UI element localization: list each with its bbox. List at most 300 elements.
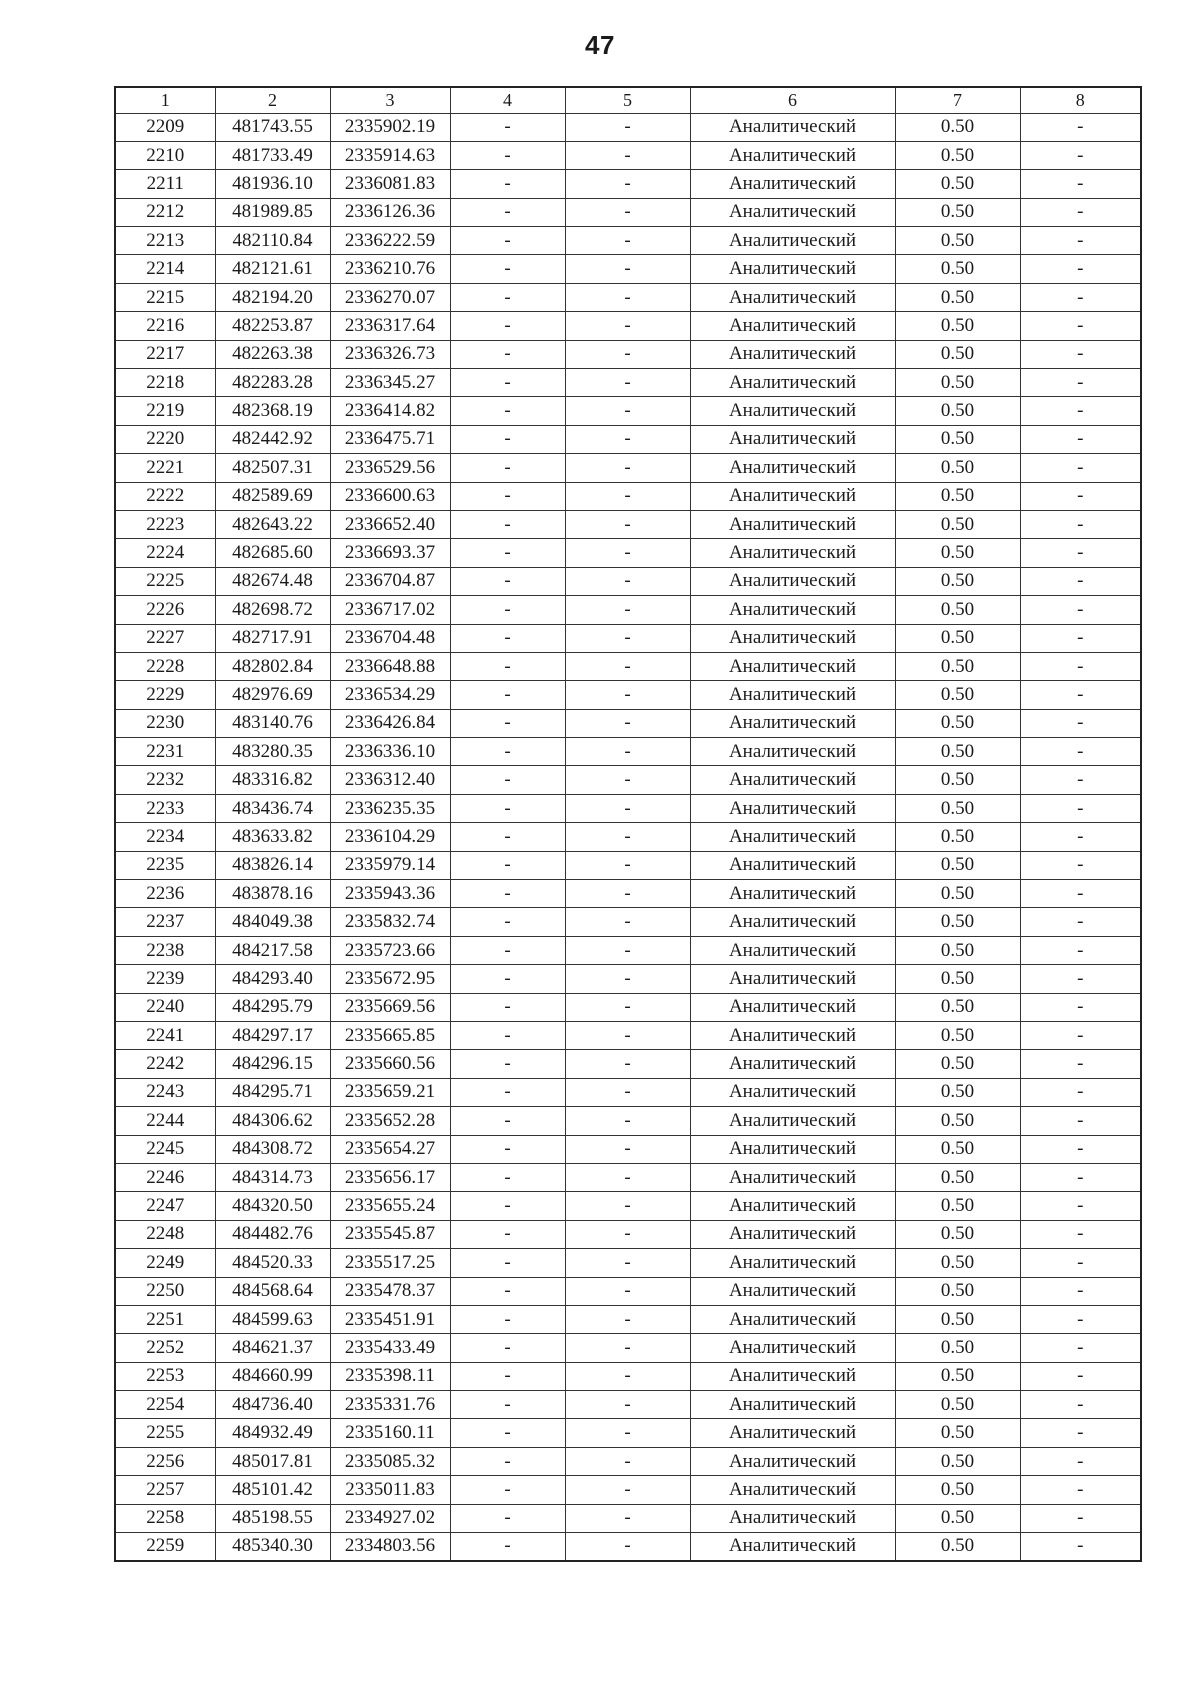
- col-8-value: -: [1020, 369, 1141, 397]
- col-4-value: -: [450, 1192, 565, 1220]
- col-8-value: -: [1020, 539, 1141, 567]
- col-8-value: -: [1020, 1192, 1141, 1220]
- coord-y: 2335517.25: [330, 1249, 450, 1277]
- table-row: [115, 965, 1141, 993]
- col-4-value: -: [450, 596, 565, 624]
- col-4-value: -: [450, 823, 565, 851]
- col-5-value: -: [565, 170, 690, 198]
- method: Аналитический: [690, 1107, 895, 1135]
- col-4-value: -: [450, 113, 565, 141]
- method: Аналитический: [690, 539, 895, 567]
- method: Аналитический: [690, 993, 895, 1021]
- coord-x: 482263.38: [215, 340, 330, 368]
- accuracy: 0.50: [895, 709, 1020, 737]
- point-number: 2229: [115, 681, 215, 709]
- col-8-value: -: [1020, 1220, 1141, 1248]
- coord-y: 2336210.76: [330, 255, 450, 283]
- method: Аналитический: [690, 141, 895, 169]
- col-5-value: -: [565, 766, 690, 794]
- point-number: 2227: [115, 624, 215, 652]
- col-4-value: -: [450, 340, 565, 368]
- table-row: [115, 227, 1141, 255]
- col-5-value: -: [565, 681, 690, 709]
- coord-x: 483878.16: [215, 880, 330, 908]
- coord-x: 482717.91: [215, 624, 330, 652]
- method: Аналитический: [690, 1476, 895, 1504]
- table-row: [115, 340, 1141, 368]
- method: Аналитический: [690, 652, 895, 680]
- coord-y: 2335398.11: [330, 1362, 450, 1390]
- table-row: [115, 1504, 1141, 1532]
- accuracy: 0.50: [895, 1135, 1020, 1163]
- col-4-value: -: [450, 766, 565, 794]
- coord-x: 484049.38: [215, 908, 330, 936]
- coord-y: 2336414.82: [330, 397, 450, 425]
- coord-y: 2336126.36: [330, 198, 450, 226]
- table-row: [115, 1533, 1141, 1561]
- col-5-value: -: [565, 340, 690, 368]
- accuracy: 0.50: [895, 1419, 1020, 1447]
- method: Аналитический: [690, 170, 895, 198]
- accuracy: 0.50: [895, 454, 1020, 482]
- method: Аналитический: [690, 936, 895, 964]
- col-8-value: -: [1020, 851, 1141, 879]
- col-8-value: -: [1020, 908, 1141, 936]
- col-5-value: -: [565, 1334, 690, 1362]
- point-number: 2222: [115, 482, 215, 510]
- point-number: 2241: [115, 1022, 215, 1050]
- col-5-value: -: [565, 227, 690, 255]
- col-5-value: -: [565, 1277, 690, 1305]
- coord-y: 2336648.88: [330, 652, 450, 680]
- coord-x: 485198.55: [215, 1504, 330, 1532]
- method: Аналитический: [690, 1192, 895, 1220]
- col-8-value: -: [1020, 993, 1141, 1021]
- col-8-value: -: [1020, 936, 1141, 964]
- table-row: [115, 283, 1141, 311]
- method: Аналитический: [690, 255, 895, 283]
- point-number: 2212: [115, 198, 215, 226]
- coord-x: 484306.62: [215, 1107, 330, 1135]
- point-number: 2224: [115, 539, 215, 567]
- col-8-value: -: [1020, 596, 1141, 624]
- col-8-value: -: [1020, 510, 1141, 538]
- point-number: 2238: [115, 936, 215, 964]
- method: Аналитический: [690, 1163, 895, 1191]
- table-row: [115, 1135, 1141, 1163]
- col-5-value: -: [565, 113, 690, 141]
- col-8-value: -: [1020, 1334, 1141, 1362]
- method: Аналитический: [690, 1533, 895, 1561]
- method: Аналитический: [690, 1362, 895, 1390]
- col-4-value: -: [450, 369, 565, 397]
- col-4-value: -: [450, 1305, 565, 1333]
- accuracy: 0.50: [895, 908, 1020, 936]
- method: Аналитический: [690, 1447, 895, 1475]
- coord-x: 481743.55: [215, 113, 330, 141]
- col-5-value: -: [565, 567, 690, 595]
- table-row: [115, 397, 1141, 425]
- col-8-value: -: [1020, 624, 1141, 652]
- table-row: [115, 113, 1141, 141]
- coord-y: 2336529.56: [330, 454, 450, 482]
- coord-y: 2336235.35: [330, 794, 450, 822]
- table-row: [115, 1305, 1141, 1333]
- col-8-value: -: [1020, 567, 1141, 595]
- col-4-value: -: [450, 283, 565, 311]
- accuracy: 0.50: [895, 1533, 1020, 1561]
- table-row: [115, 1391, 1141, 1419]
- header-row: [115, 87, 1141, 113]
- coord-x: 483280.35: [215, 738, 330, 766]
- coord-y: 2335652.28: [330, 1107, 450, 1135]
- point-number: 2236: [115, 880, 215, 908]
- coord-x: 482507.31: [215, 454, 330, 482]
- coord-y: 2336693.37: [330, 539, 450, 567]
- col-5-value: -: [565, 880, 690, 908]
- col-5-value: -: [565, 141, 690, 169]
- point-number: 2252: [115, 1334, 215, 1362]
- point-number: 2237: [115, 908, 215, 936]
- col-4-value: -: [450, 624, 565, 652]
- col-4-value: -: [450, 227, 565, 255]
- coord-y: 2336270.07: [330, 283, 450, 311]
- method: Аналитический: [690, 880, 895, 908]
- col-5-value: -: [565, 1305, 690, 1333]
- coord-x: 482253.87: [215, 312, 330, 340]
- table-row: [115, 1249, 1141, 1277]
- point-number: 2234: [115, 823, 215, 851]
- col-4-value: -: [450, 1391, 565, 1419]
- coord-x: 484314.73: [215, 1163, 330, 1191]
- method: Аналитический: [690, 823, 895, 851]
- coord-y: 2336336.10: [330, 738, 450, 766]
- col-5-value: -: [565, 312, 690, 340]
- point-number: 2254: [115, 1391, 215, 1419]
- table-row: [115, 1192, 1141, 1220]
- col-5-value: -: [565, 255, 690, 283]
- point-number: 2258: [115, 1504, 215, 1532]
- col-5-value: -: [565, 283, 690, 311]
- point-number: 2243: [115, 1078, 215, 1106]
- point-number: 2213: [115, 227, 215, 255]
- col-8-value: -: [1020, 397, 1141, 425]
- table-row: [115, 993, 1141, 1021]
- accuracy: 0.50: [895, 851, 1020, 879]
- method: Аналитический: [690, 681, 895, 709]
- point-number: 2235: [115, 851, 215, 879]
- col-8-value: -: [1020, 425, 1141, 453]
- col-8-value: -: [1020, 1078, 1141, 1106]
- col-4-value: -: [450, 1107, 565, 1135]
- column-header: 7: [895, 87, 1020, 113]
- table-row: [115, 198, 1141, 226]
- coord-y: 2335655.24: [330, 1192, 450, 1220]
- coord-y: 2336081.83: [330, 170, 450, 198]
- coord-x: 484568.64: [215, 1277, 330, 1305]
- method: Аналитический: [690, 312, 895, 340]
- accuracy: 0.50: [895, 1192, 1020, 1220]
- col-4-value: -: [450, 965, 565, 993]
- page-number: 47: [585, 30, 615, 60]
- point-number: 2245: [115, 1135, 215, 1163]
- accuracy: 0.50: [895, 738, 1020, 766]
- coord-y: 2336600.63: [330, 482, 450, 510]
- accuracy: 0.50: [895, 510, 1020, 538]
- table-row: [115, 1476, 1141, 1504]
- coord-x: 485017.81: [215, 1447, 330, 1475]
- method: Аналитический: [690, 794, 895, 822]
- table-row: [115, 880, 1141, 908]
- table-row: [115, 539, 1141, 567]
- method: Аналитический: [690, 283, 895, 311]
- col-5-value: -: [565, 624, 690, 652]
- coord-x: 484295.79: [215, 993, 330, 1021]
- col-8-value: -: [1020, 1305, 1141, 1333]
- table-row: [115, 738, 1141, 766]
- table-row: [115, 624, 1141, 652]
- point-number: 2217: [115, 340, 215, 368]
- coord-x: 484320.50: [215, 1192, 330, 1220]
- point-number: 2256: [115, 1447, 215, 1475]
- col-4-value: -: [450, 482, 565, 510]
- coord-y: 2335669.56: [330, 993, 450, 1021]
- coord-x: 484660.99: [215, 1362, 330, 1390]
- accuracy: 0.50: [895, 1476, 1020, 1504]
- accuracy: 0.50: [895, 397, 1020, 425]
- col-8-value: -: [1020, 965, 1141, 993]
- coord-y: 2335914.63: [330, 141, 450, 169]
- accuracy: 0.50: [895, 993, 1020, 1021]
- table-row: [115, 1022, 1141, 1050]
- col-5-value: -: [565, 454, 690, 482]
- method: Аналитический: [690, 1277, 895, 1305]
- method: Аналитический: [690, 908, 895, 936]
- table-row: [115, 908, 1141, 936]
- col-4-value: -: [450, 794, 565, 822]
- col-4-value: -: [450, 1476, 565, 1504]
- coord-x: 483316.82: [215, 766, 330, 794]
- coord-x: 482121.61: [215, 255, 330, 283]
- accuracy: 0.50: [895, 794, 1020, 822]
- col-4-value: -: [450, 255, 565, 283]
- point-number: 2211: [115, 170, 215, 198]
- point-number: 2220: [115, 425, 215, 453]
- col-8-value: -: [1020, 652, 1141, 680]
- table-row: [115, 255, 1141, 283]
- method: Аналитический: [690, 851, 895, 879]
- method: Аналитический: [690, 1504, 895, 1532]
- col-4-value: -: [450, 425, 565, 453]
- accuracy: 0.50: [895, 198, 1020, 226]
- method: Аналитический: [690, 624, 895, 652]
- col-8-value: -: [1020, 1504, 1141, 1532]
- table-body: [115, 113, 1141, 1561]
- coord-x: 484296.15: [215, 1050, 330, 1078]
- method: Аналитический: [690, 709, 895, 737]
- table-row: [115, 141, 1141, 169]
- method: Аналитический: [690, 482, 895, 510]
- accuracy: 0.50: [895, 1305, 1020, 1333]
- method: Аналитический: [690, 227, 895, 255]
- accuracy: 0.50: [895, 1163, 1020, 1191]
- method: Аналитический: [690, 1022, 895, 1050]
- col-4-value: -: [450, 1362, 565, 1390]
- coord-x: 484621.37: [215, 1334, 330, 1362]
- coord-x: 482194.20: [215, 283, 330, 311]
- col-4-value: -: [450, 198, 565, 226]
- col-8-value: -: [1020, 1050, 1141, 1078]
- method: Аналитический: [690, 1334, 895, 1362]
- col-8-value: -: [1020, 738, 1141, 766]
- point-number: 2246: [115, 1163, 215, 1191]
- coord-x: 481989.85: [215, 198, 330, 226]
- coord-y: 2336317.64: [330, 312, 450, 340]
- coord-x: 482685.60: [215, 539, 330, 567]
- accuracy: 0.50: [895, 539, 1020, 567]
- col-4-value: -: [450, 170, 565, 198]
- col-8-value: -: [1020, 1419, 1141, 1447]
- method: Аналитический: [690, 397, 895, 425]
- point-number: 2232: [115, 766, 215, 794]
- table-row: [115, 794, 1141, 822]
- col-8-value: -: [1020, 1391, 1141, 1419]
- accuracy: 0.50: [895, 1107, 1020, 1135]
- col-8-value: -: [1020, 1163, 1141, 1191]
- coord-y: 2336345.27: [330, 369, 450, 397]
- table-row: [115, 425, 1141, 453]
- point-number: 2248: [115, 1220, 215, 1248]
- table-row: [115, 510, 1141, 538]
- coord-y: 2336717.02: [330, 596, 450, 624]
- coord-x: 484293.40: [215, 965, 330, 993]
- coord-y: 2334927.02: [330, 1504, 450, 1532]
- col-5-value: -: [565, 425, 690, 453]
- col-5-value: -: [565, 709, 690, 737]
- col-5-value: -: [565, 1476, 690, 1504]
- accuracy: 0.50: [895, 596, 1020, 624]
- col-5-value: -: [565, 1249, 690, 1277]
- col-8-value: -: [1020, 283, 1141, 311]
- col-5-value: -: [565, 794, 690, 822]
- col-5-value: -: [565, 1135, 690, 1163]
- col-5-value: -: [565, 1419, 690, 1447]
- accuracy: 0.50: [895, 567, 1020, 595]
- col-8-value: -: [1020, 340, 1141, 368]
- point-number: 2210: [115, 141, 215, 169]
- accuracy: 0.50: [895, 681, 1020, 709]
- table-row: [115, 1277, 1141, 1305]
- coord-y: 2336475.71: [330, 425, 450, 453]
- coord-x: 483826.14: [215, 851, 330, 879]
- col-4-value: -: [450, 510, 565, 538]
- col-5-value: -: [565, 369, 690, 397]
- col-5-value: -: [565, 510, 690, 538]
- col-5-value: -: [565, 1391, 690, 1419]
- col-5-value: -: [565, 823, 690, 851]
- coord-x: 485340.30: [215, 1533, 330, 1561]
- coord-x: 484520.33: [215, 1249, 330, 1277]
- accuracy: 0.50: [895, 936, 1020, 964]
- coord-y: 2334803.56: [330, 1533, 450, 1561]
- col-4-value: -: [450, 652, 565, 680]
- table-row: [115, 1447, 1141, 1475]
- coord-y: 2335656.17: [330, 1163, 450, 1191]
- coord-x: 482283.28: [215, 369, 330, 397]
- point-number: 2223: [115, 510, 215, 538]
- accuracy: 0.50: [895, 880, 1020, 908]
- accuracy: 0.50: [895, 1504, 1020, 1532]
- coord-y: 2335902.19: [330, 113, 450, 141]
- accuracy: 0.50: [895, 624, 1020, 652]
- coord-x: 484736.40: [215, 1391, 330, 1419]
- coord-x: 482674.48: [215, 567, 330, 595]
- col-4-value: -: [450, 681, 565, 709]
- col-8-value: -: [1020, 1277, 1141, 1305]
- column-header: 3: [330, 87, 450, 113]
- point-number: 2251: [115, 1305, 215, 1333]
- table-row: [115, 1334, 1141, 1362]
- col-4-value: -: [450, 709, 565, 737]
- coord-y: 2335433.49: [330, 1334, 450, 1362]
- coord-y: 2336326.73: [330, 340, 450, 368]
- coord-y: 2336534.29: [330, 681, 450, 709]
- table-row: [115, 1362, 1141, 1390]
- table-row: [115, 681, 1141, 709]
- coord-x: 484482.76: [215, 1220, 330, 1248]
- method: Аналитический: [690, 965, 895, 993]
- col-8-value: -: [1020, 1107, 1141, 1135]
- accuracy: 0.50: [895, 340, 1020, 368]
- point-number: 2219: [115, 397, 215, 425]
- accuracy: 0.50: [895, 1334, 1020, 1362]
- point-number: 2215: [115, 283, 215, 311]
- coord-y: 2336704.87: [330, 567, 450, 595]
- coord-y: 2335660.56: [330, 1050, 450, 1078]
- col-8-value: -: [1020, 113, 1141, 141]
- col-4-value: -: [450, 1334, 565, 1362]
- col-8-value: -: [1020, 1447, 1141, 1475]
- point-number: 2233: [115, 794, 215, 822]
- coord-y: 2335832.74: [330, 908, 450, 936]
- col-4-value: -: [450, 1533, 565, 1561]
- coord-x: 483140.76: [215, 709, 330, 737]
- col-4-value: -: [450, 1220, 565, 1248]
- col-8-value: -: [1020, 709, 1141, 737]
- accuracy: 0.50: [895, 425, 1020, 453]
- method: Аналитический: [690, 1050, 895, 1078]
- col-5-value: -: [565, 1078, 690, 1106]
- col-5-value: -: [565, 1192, 690, 1220]
- col-4-value: -: [450, 738, 565, 766]
- method: Аналитический: [690, 369, 895, 397]
- col-4-value: -: [450, 141, 565, 169]
- coord-y: 2335659.21: [330, 1078, 450, 1106]
- point-number: 2249: [115, 1249, 215, 1277]
- column-header: 5: [565, 87, 690, 113]
- col-5-value: -: [565, 397, 690, 425]
- method: Аналитический: [690, 596, 895, 624]
- col-5-value: -: [565, 936, 690, 964]
- coord-x: 484295.71: [215, 1078, 330, 1106]
- accuracy: 0.50: [895, 766, 1020, 794]
- coord-x: 482589.69: [215, 482, 330, 510]
- coord-x: 484297.17: [215, 1022, 330, 1050]
- point-number: 2226: [115, 596, 215, 624]
- column-header: 2: [215, 87, 330, 113]
- col-5-value: -: [565, 596, 690, 624]
- method: Аналитический: [690, 1419, 895, 1447]
